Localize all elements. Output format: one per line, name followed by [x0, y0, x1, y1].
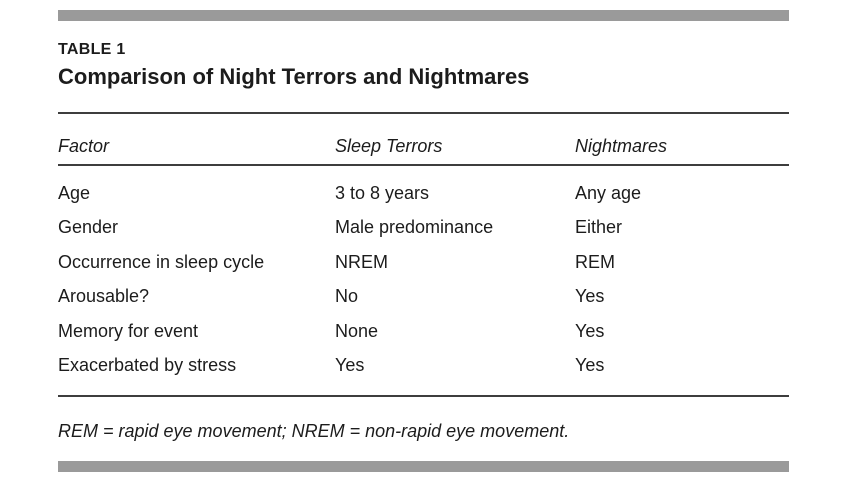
cell-factor: Arousable? [58, 286, 150, 307]
cell-factor: Memory for event [58, 320, 199, 341]
table-row [58, 211, 789, 246]
table-row [58, 245, 789, 280]
cell-factor: Occurrence in sleep cycle [58, 251, 265, 272]
top-rule-bar [58, 10, 789, 21]
header-bottom-rule [58, 164, 789, 166]
cell-nightmares: Yes [575, 320, 605, 341]
cell-nightmares: Yes [575, 286, 605, 307]
cell-factor: Exacerbated by stress [58, 355, 237, 376]
cell-factor: Gender [58, 217, 119, 238]
cell-factor: Age [58, 182, 91, 203]
table-row [58, 176, 789, 211]
table-header-row [58, 136, 789, 156]
column-header-sleep-terrors: Sleep Terrors [335, 136, 443, 156]
cell-sleep-terrors: Male predominance [335, 217, 494, 238]
column-header-factor: Factor [58, 136, 110, 156]
cell-sleep-terrors: 3 to 8 years [335, 182, 430, 203]
table-footnote: REM = rapid eye movement; NREM = non-rapid eye movement. [58, 421, 570, 441]
cell-nightmares: Any age [575, 182, 642, 203]
cell-nightmares: REM [575, 251, 615, 272]
table-body [58, 176, 789, 383]
table-label: TABLE 1 [58, 41, 126, 58]
header-top-rule [58, 112, 789, 114]
bottom-rule-bar [58, 461, 789, 472]
table-row [58, 280, 789, 315]
cell-sleep-terrors: Yes [335, 355, 365, 376]
table-row [58, 314, 789, 349]
cell-sleep-terrors: NREM [335, 251, 388, 272]
table-row [58, 349, 789, 384]
cell-sleep-terrors: No [335, 286, 359, 307]
cell-nightmares: Either [575, 217, 623, 238]
cell-sleep-terrors: None [335, 320, 379, 341]
table-title: Comparison of Night Terrors and Nightmares [58, 64, 530, 89]
table-figure [58, 0, 789, 472]
table-bottom-rule [58, 395, 789, 397]
cell-nightmares: Yes [575, 355, 605, 376]
column-header-nightmares: Nightmares [575, 136, 668, 156]
